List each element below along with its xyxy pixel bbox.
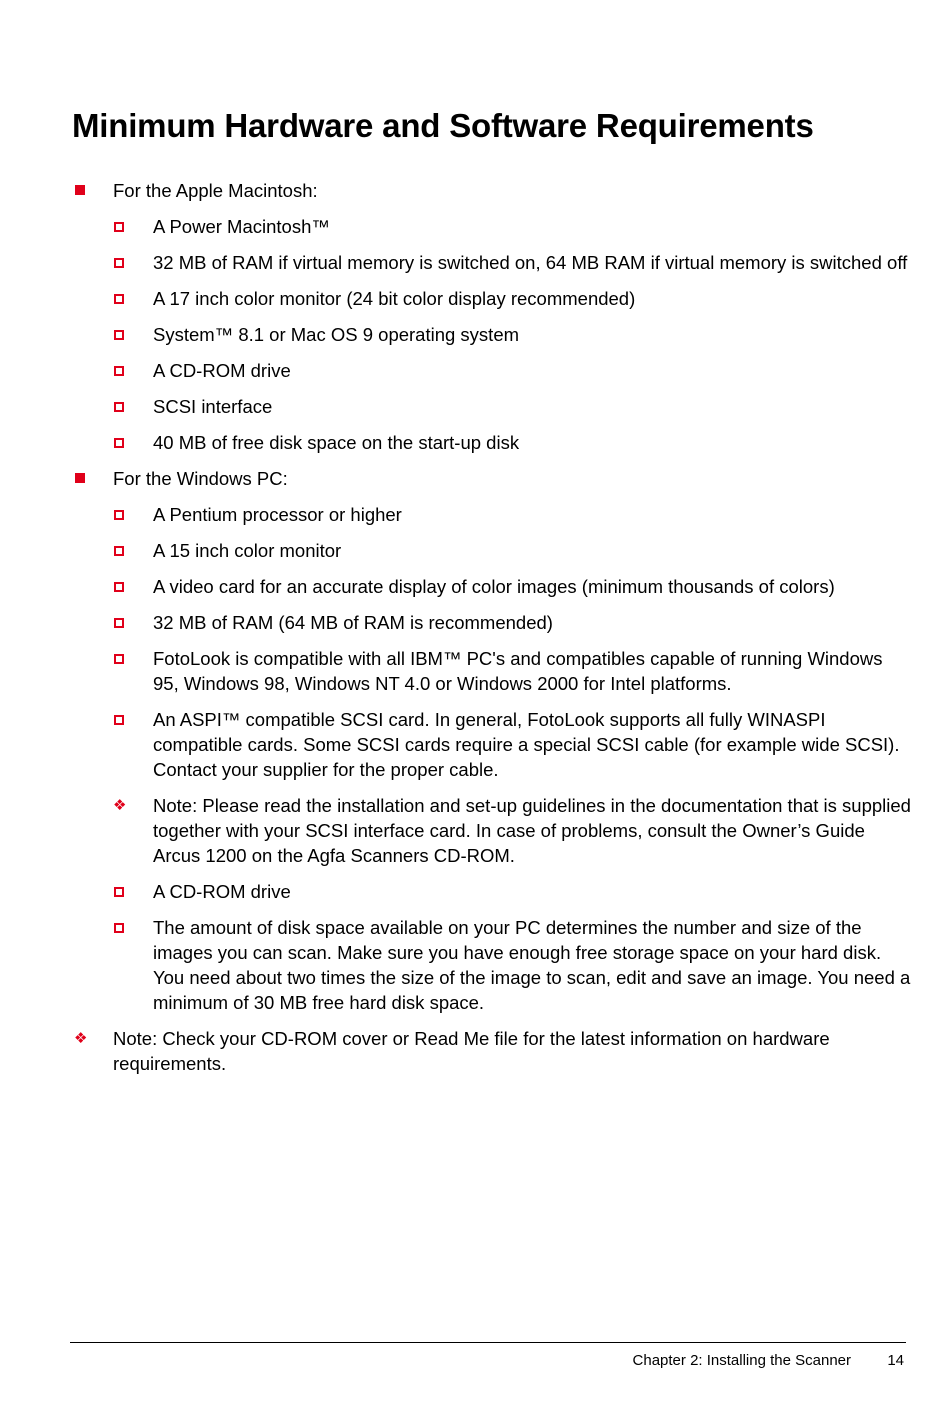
footer-chapter-title: Chapter 2: Installing the Scanner (632, 1352, 851, 1369)
item-text: A 17 inch color monitor (24 bit color display recommended) (153, 288, 636, 309)
list-item (72, 286, 912, 311)
open-square-icon (113, 574, 127, 599)
item-text: SCSI interface (153, 396, 273, 417)
open-square-icon (113, 502, 127, 527)
open-square-icon (113, 430, 127, 455)
open-square-icon (113, 646, 127, 671)
open-square-icon (113, 394, 127, 419)
open-square-icon (113, 610, 127, 635)
footer-divider (70, 1342, 906, 1343)
open-square-icon (113, 707, 127, 732)
open-square-icon (113, 358, 127, 383)
open-square-icon (113, 214, 127, 239)
list-item (72, 214, 912, 239)
item-text: System™ 8.1 or Mac OS 9 operating system (153, 324, 520, 345)
item-text: The amount of disk space available on your PC determines the number and size of the images you can scan. Make sure you have enough free storage space on your hard disk. You need about two times the size of the image to scan, edit and save an image. You need a minimum of 30 MB free hard disk space. (153, 917, 911, 1013)
open-square-icon (113, 286, 127, 311)
item-text: A video card for an accurate display of color images (minimum thousands of colors) (153, 576, 835, 597)
page-number: 14 (887, 1352, 904, 1369)
list-item (72, 610, 912, 635)
note-diamond-icon (113, 793, 127, 818)
list-item (72, 646, 912, 696)
note-text: Note: Please read the installation and set-up guidelines in the documentation that is supplied together with your SCSI interface card. In case of problems, consult the Owner’s Guide Arcus 1200 on the Agfa Scanners CD-ROM. (153, 795, 911, 866)
item-text: An ASPI™ compatible SCSI card. In general, FotoLook supports all fully WINASPI compatible cards. Some SCSI cards require a special SCSI cable (for example wide SCSI). Contact your supplier for the proper cable. (153, 709, 900, 780)
open-square-icon (113, 322, 127, 347)
list-item (72, 707, 912, 782)
list-item (72, 574, 912, 599)
note-diamond-icon (74, 1026, 88, 1051)
filled-square-icon (74, 178, 88, 203)
mac-heading: For the Apple Macintosh: (113, 180, 318, 201)
item-text: 32 MB of RAM if virtual memory is switched on, 64 MB RAM if virtual memory is switched off (153, 252, 908, 273)
item-text: A Power Macintosh™ (153, 216, 330, 237)
list-item-mac (72, 178, 912, 203)
final-note-item (72, 1026, 912, 1076)
list-item-pc (72, 466, 912, 491)
note-item (72, 793, 912, 868)
list-item (72, 322, 912, 347)
item-text: A Pentium processor or higher (153, 504, 402, 525)
list-item (72, 430, 912, 455)
final-note-text: Note: Check your CD-ROM cover or Read Me file for the latest information on hardware requirements. (113, 1028, 830, 1074)
item-text: A CD-ROM drive (153, 360, 291, 381)
open-square-icon (113, 250, 127, 275)
item-text: A CD-ROM drive (153, 881, 291, 902)
filled-square-icon (74, 466, 88, 491)
item-text: FotoLook is compatible with all IBM™ PC's and compatibles capable of running Windows 95, Windows 98, Windows NT 4.0 or Windows 2000 for Intel platforms. (153, 648, 883, 694)
list-item (72, 915, 912, 1015)
list-item (72, 538, 912, 563)
item-text: 40 MB of free disk space on the start-up disk (153, 432, 520, 453)
page-title: Minimum Hardware and Software Requirements (72, 107, 814, 144)
pc-heading: For the Windows PC: (113, 468, 288, 489)
open-square-icon (113, 915, 127, 940)
item-text: 32 MB of RAM (64 MB of RAM is recommended) (153, 612, 553, 633)
item-text: A 15 inch color monitor (153, 540, 342, 561)
list-item (72, 358, 912, 383)
list-item (72, 879, 912, 904)
list-item (72, 394, 912, 419)
open-square-icon (113, 879, 127, 904)
requirements-list (72, 178, 912, 1076)
list-item (72, 250, 912, 275)
list-item (72, 502, 912, 527)
open-square-icon (113, 538, 127, 563)
